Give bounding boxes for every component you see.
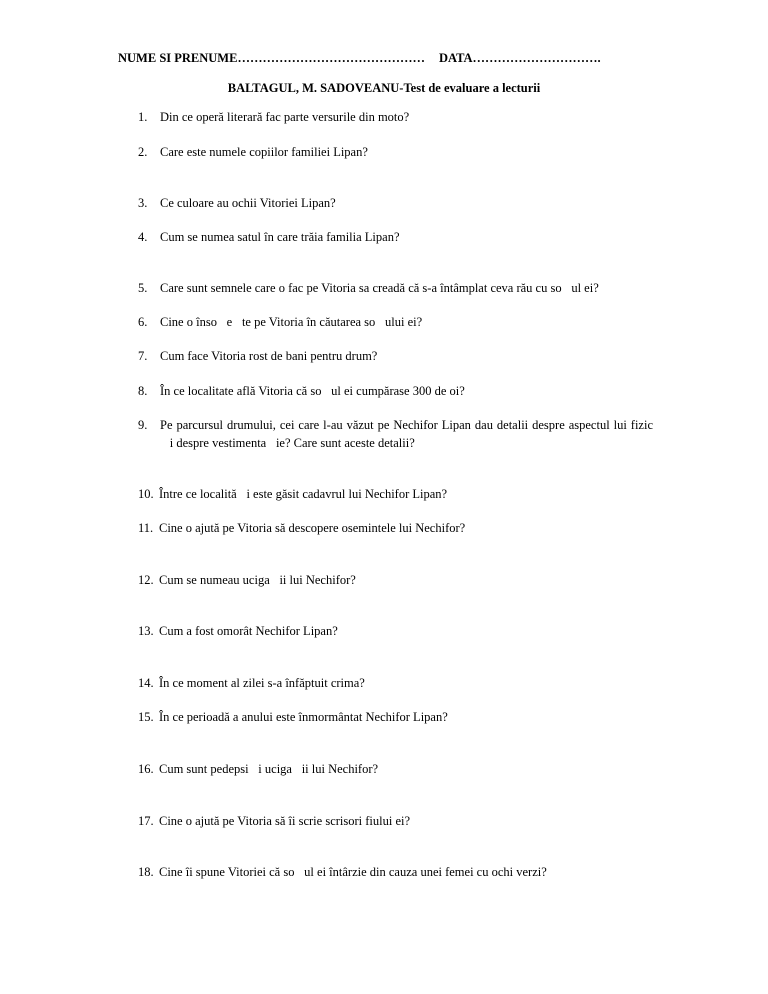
question-item	[138, 863, 653, 881]
question-text: Cum se numea satul în care trăia familia Lipan?	[160, 230, 400, 244]
question-item	[138, 760, 653, 778]
question-item	[138, 143, 653, 161]
question-number: 14.	[138, 676, 154, 690]
question-text: Cum se numeau uciga ii lui Nechifor?	[159, 573, 350, 587]
question-item	[138, 485, 653, 503]
question-number: 16.	[138, 762, 154, 776]
question-text: Între ce localită i este găsit cadavrul lui Nechifor Lipan?	[159, 487, 441, 501]
question-number: 1.	[138, 110, 148, 124]
question-text: În ce perioadă a anului este înmormântat Nechifor Lipan?	[159, 710, 448, 724]
question-text: Cum a fost omorât Nechifor Lipan?	[159, 624, 338, 638]
question-item	[138, 194, 653, 212]
question-item	[138, 708, 653, 726]
question-number: 6.	[138, 315, 148, 329]
question-item	[138, 279, 653, 297]
question-item	[138, 382, 653, 400]
question-text: Cine o înso e te pe Vitoria în căutarea so ului ei?	[160, 315, 403, 329]
header-line	[118, 51, 601, 66]
question-number: 9.	[138, 418, 148, 432]
question-number: 8.	[138, 384, 148, 398]
name-field-label: NUME SI PRENUME………………………………………	[118, 51, 425, 65]
question-text: Care este numele copiilor familiei Lipan?	[160, 145, 368, 159]
question-item	[138, 228, 653, 246]
question-item	[138, 519, 653, 537]
question-item	[138, 674, 653, 692]
question-text: Pe parcursul drumului, cei care l-au văzut pe Nechifor Lipan dau detalii despre aspectul lui fizic i despre vestimenta ie? Care sunt aceste detalii?	[160, 418, 653, 450]
question-text: Cine o ajută pe Vitoria să îi scrie scrisori fiului ei?	[159, 814, 411, 828]
question-item	[138, 416, 653, 452]
question-number: 7.	[138, 349, 148, 363]
question-item	[138, 622, 653, 640]
question-number: 12.	[138, 573, 154, 587]
question-number: 17.	[138, 814, 154, 828]
question-text: Ce culoare au ochii Vitoriei Lipan?	[160, 196, 336, 210]
question-item	[138, 571, 653, 589]
question-number: 18.	[138, 865, 154, 879]
question-number: 4.	[138, 230, 148, 244]
question-item	[138, 108, 653, 126]
question-item	[138, 812, 653, 830]
question-number: 10.	[138, 487, 154, 501]
question-number: 13.	[138, 624, 154, 638]
document-title: BALTAGUL, M. SADOVEANU-Test de evaluare a lecturii	[227, 81, 541, 95]
question-text: Cum sunt pedepsi i uciga ii lui Nechifor?	[159, 762, 365, 776]
question-text: Cine îi spune Vitoriei că so ul ei întârzie din cauza unei femei cu ochi verzi?	[159, 865, 541, 879]
question-item	[138, 347, 653, 365]
question-number: 2.	[138, 145, 148, 159]
question-item	[138, 313, 653, 331]
question-number: 11.	[138, 521, 154, 535]
question-number: 5.	[138, 281, 148, 295]
question-text: În ce moment al zilei s-a înfăptuit crima?	[159, 676, 365, 690]
question-text: Din ce operă literară fac parte versurile din moto?	[160, 110, 410, 124]
question-text: Cine o ajută pe Vitoria să descopere osemintele lui Nechifor?	[159, 521, 466, 535]
question-number: 15.	[138, 710, 154, 724]
question-text: În ce localitate află Vitoria că so ul ei cumpărase 300 de oi?	[160, 384, 459, 398]
question-text: Care sunt semnele care o fac pe Vitoria sa creadă că s-a întâmplat ceva rău cu so ul ei?	[160, 281, 593, 295]
question-number: 3.	[138, 196, 148, 210]
date-field-label: DATA………………………….	[438, 51, 601, 65]
question-text: Cum face Vitoria rost de bani pentru drum?	[160, 349, 378, 363]
